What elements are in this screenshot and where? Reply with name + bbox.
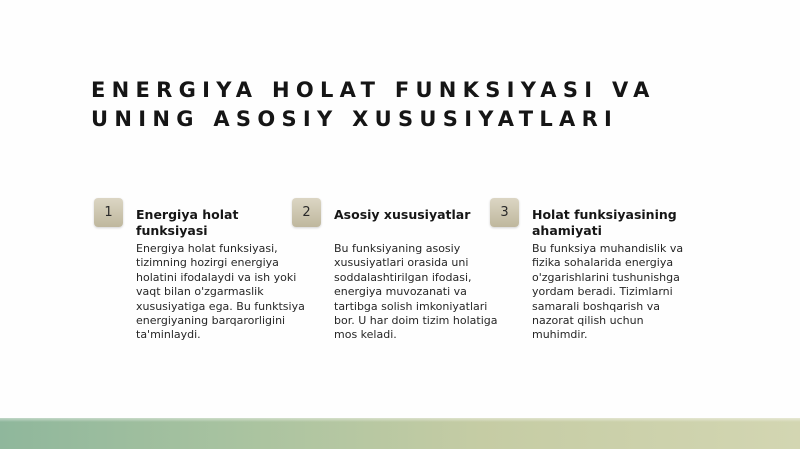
card-heading-3: Holat funksiyasining ahamiyati [532,207,677,238]
number-badge-3: 3 [490,198,519,227]
card-body-3: Bu funksiya muhandislik va fizika sohalarida energiya o'zgarishlarini tushunishga yordam beradi. Tizimlarni samarali boshqarish va nazorat qilish uchun muhimdir. [532,242,684,342]
number-badge-2: 2 [292,198,321,227]
slide-title: ENERGIYA HOLAT FUNKSIYASI VA UNING ASOSIY XUSUSIYATLARI [91,78,656,131]
footer-gradient-band [0,418,800,449]
card-body-1: Energiya holat funksiyasi, tizimning hozirgi energiya holatini ifodalaydi va ish yoki vaqt bilan o'zgarmaslik xususiyatiga ega. Bu funktsiya energiyaning barqarorligini ta'minlaydi. [136,242,305,342]
card-heading-2: Asosiy xususiyatlar [334,207,471,222]
number-badge-1: 1 [94,198,123,227]
card-heading-1: Energiya holat funksiyasi [136,207,239,238]
card-body-2: Bu funksiyaning asosiy xususiyatlari orasida uni soddalashtirilgan ifodasi, energiya muvozanati va tartibga solish imkoniyatlari bor. U har doim tizim holatiga mos keladi. [334,242,498,342]
